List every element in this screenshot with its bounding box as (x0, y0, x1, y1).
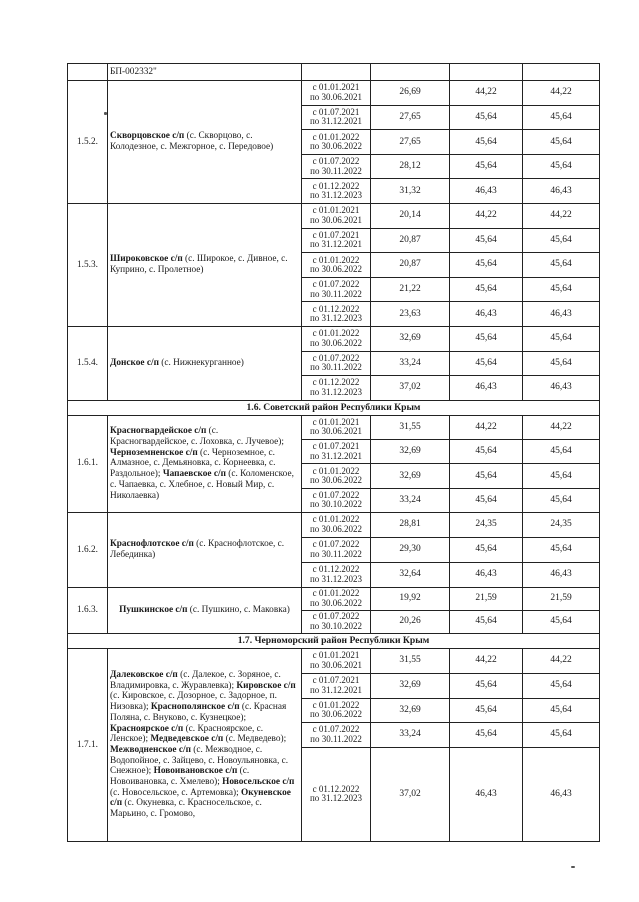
settlement-name: Широковское с/п (110, 254, 183, 265)
value-cell: 27,65 (371, 130, 450, 155)
period-to: по 31.12.2023 (309, 386, 363, 397)
value-cell: 28,81 (371, 512, 450, 537)
value-cell: 45,64 (450, 105, 523, 130)
period-from: с 01.01.2022 (312, 465, 360, 476)
period-from: с 01.12.2022 (312, 377, 360, 388)
value-cell: 32,69 (371, 698, 450, 722)
period-cell (302, 179, 371, 204)
value-cell: 24,35 (523, 512, 600, 537)
item-number: 1.6.2. (68, 512, 108, 587)
settlement-description (108, 415, 302, 512)
settlement-name: Пушкинское с/п (119, 605, 188, 616)
settlement-name: Скворцовское с/п (110, 131, 185, 142)
value-cell: 21,59 (523, 587, 600, 610)
value-cell: 46,43 (450, 562, 523, 587)
period-cell (302, 203, 371, 228)
period-from: с 01.12.2022 (312, 564, 360, 575)
value-cell: 31,32 (371, 179, 450, 204)
period-to: по 30.10.2022 (309, 620, 363, 631)
period-to: по 30.11.2022 (310, 548, 362, 559)
value-cell (371, 64, 450, 81)
settlement-name: Новосельское с/п (222, 776, 295, 787)
value-cell: 45,64 (450, 673, 523, 698)
value-cell: 29,30 (371, 537, 450, 562)
period-to: по 31.12.2023 (309, 793, 363, 804)
settlement-description (108, 587, 302, 633)
section-row (68, 633, 600, 648)
table-row (68, 64, 600, 81)
period-to: по 31.12.2023 (309, 573, 363, 584)
value-cell: 45,64 (450, 277, 523, 302)
period-cell (302, 747, 371, 841)
value-cell: 45,64 (450, 253, 523, 278)
value-cell: 45,64 (523, 154, 600, 179)
settlement-villages: (с. Черноземное, с. Алмазное, с. Демьяновка, с. Корнеевка, с. Раздольное); (110, 447, 276, 480)
settlement-villages: (с. Коломенское, с. Чапаевка, с. Хлебное, с. Новый Мир, с. Николаевка) (110, 469, 294, 501)
period-cell (302, 722, 371, 747)
period-cell (302, 464, 371, 488)
settlement-villages: (с. Далекое, с. Зоряное, с. Владимировка, с. Журавлевка); (110, 670, 281, 691)
period-to: по 30.06.2021 (309, 214, 363, 225)
settlement-villages: (с. Красноярское, с. Ленское); (110, 723, 264, 745)
period-from: с 01.07.2022 (312, 489, 360, 500)
value-cell: 45,64 (523, 105, 600, 130)
value-cell: 44,22 (523, 648, 600, 673)
period-from: с 01.01.2021 (312, 416, 360, 427)
period-cell (302, 302, 371, 327)
value-cell: 23,63 (371, 302, 450, 327)
value-cell: 44,22 (523, 81, 600, 106)
period-cell (302, 376, 371, 401)
settlement-villages: (с. Широкое, с. Дивное, с. Куприно, с. Пролетное) (110, 254, 288, 275)
value-cell: 45,64 (523, 698, 600, 722)
period-to: по 30.06.2022 (309, 523, 363, 534)
value-cell: 44,22 (450, 648, 523, 673)
value-cell: 45,64 (523, 610, 600, 633)
period-cell (302, 587, 371, 610)
period-cell (302, 277, 371, 302)
period-to: по 30.06.2021 (309, 91, 363, 102)
section-title: 1.6. Советский район Республики Крым (68, 400, 600, 415)
item-number: 1.5.2. (68, 81, 108, 204)
period-from: с 01.01.2022 (312, 588, 360, 599)
value-cell: 20,14 (371, 203, 450, 228)
value-cell: 33,24 (371, 722, 450, 747)
value-cell: 45,64 (523, 488, 600, 512)
value-cell: 45,64 (450, 488, 523, 512)
period-from: с 01.12.2022 (312, 303, 360, 314)
period-from: с 01.12.2022 (312, 783, 360, 794)
value-cell: 20,87 (371, 228, 450, 253)
value-cell: 44,22 (450, 203, 523, 228)
period-cell (302, 130, 371, 155)
value-cell: 46,43 (523, 562, 600, 587)
period-to: по 30.10.2022 (309, 499, 363, 510)
value-cell: 45,64 (450, 228, 523, 253)
value-cell: 37,02 (371, 376, 450, 401)
period-from: с 01.01.2022 (312, 131, 360, 142)
period-to: по 31.12.2023 (309, 190, 363, 201)
settlement-name: Краснополянское с/п (150, 702, 240, 713)
settlement-description (108, 512, 302, 587)
value-cell: 45,64 (450, 130, 523, 155)
value-cell: 45,64 (523, 326, 600, 351)
value-cell: 31,55 (371, 648, 450, 673)
scan-speck (571, 866, 575, 868)
period-to: по 30.06.2021 (309, 426, 363, 437)
value-cell: 19,92 (371, 587, 450, 610)
value-cell: 45,64 (450, 610, 523, 633)
period-from: с 01.07.2022 (312, 724, 360, 735)
settlement-villages: (с. Кировское, с. Дозорное, с. Задорное, п. Низовка); (110, 691, 277, 713)
period-to: по 30.06.2022 (309, 474, 363, 485)
settlement-villages: (с. Новоивановка, с. Хмелево); (110, 766, 250, 787)
value-cell: 32,69 (371, 440, 450, 464)
value-cell: 45,64 (450, 722, 523, 747)
table-row (68, 326, 600, 351)
value-cell: 46,43 (523, 376, 600, 401)
value-cell: 27,65 (371, 105, 450, 130)
table-row (68, 415, 600, 439)
settlement-villages: (с. Медведево); (223, 734, 287, 745)
settlement-name: Чапаевское с/п (162, 469, 226, 480)
item-number: 1.5.4. (68, 326, 108, 400)
settlement-name: Краснофлотское с/п (110, 539, 194, 550)
value-cell: 37,02 (371, 747, 450, 841)
value-cell: 45,64 (523, 537, 600, 562)
settlement-description (108, 81, 302, 204)
period-cell (302, 610, 371, 633)
value-cell: 44,22 (523, 203, 600, 228)
value-cell: 46,43 (523, 179, 600, 204)
value-cell: 33,24 (371, 351, 450, 376)
value-cell: 46,43 (450, 302, 523, 327)
period-to: по 30.06.2022 (309, 597, 363, 608)
table-row (68, 512, 600, 537)
settlement-description (108, 326, 302, 400)
table-row (68, 203, 600, 228)
period-cell (302, 81, 371, 106)
period-to: по 30.11.2022 (310, 362, 362, 373)
item-number: 1.6.1. (68, 415, 108, 512)
period-cell (302, 351, 371, 376)
period-cell (302, 673, 371, 698)
settlement-villages: (с. Нижнекурганное) (158, 357, 244, 368)
period-from: с 01.01.2022 (312, 254, 360, 265)
settlement-name: Далековское с/п (110, 670, 178, 681)
value-cell: 26,69 (371, 81, 450, 106)
value-cell: 33,24 (371, 488, 450, 512)
period-to: по 30.06.2022 (309, 140, 363, 151)
value-cell: 32,69 (371, 326, 450, 351)
settlement-name: Межводненское с/п (110, 744, 191, 755)
settlement-description (108, 203, 302, 326)
period-from: с 01.07.2022 (312, 611, 360, 622)
tariff-table (67, 63, 600, 842)
value-cell: 20,26 (371, 610, 450, 633)
period-from: с 01.01.2022 (312, 699, 360, 710)
period-to: по 31.12.2021 (309, 116, 363, 127)
settlement-villages: (с. Краснофлотское, с. Лебединка) (110, 539, 285, 560)
settlement-name: Кировское с/п (236, 680, 296, 691)
desc-cell: БП-002332" (108, 64, 302, 81)
period-to: по 30.11.2022 (310, 288, 362, 299)
settlement-name: Окуневское с/п (110, 787, 291, 809)
value-cell: 45,64 (523, 253, 600, 278)
period-from: с 01.07.2021 (312, 106, 360, 117)
settlement-name: Донское с/п (110, 357, 159, 368)
period-from: с 01.07.2022 (312, 352, 360, 363)
value-cell: 45,64 (523, 464, 600, 488)
settlement-villages: (с. Окуневка, с. Красносельское, с. Марьино, с. Громово, (110, 798, 262, 820)
value-cell: 44,22 (523, 415, 600, 439)
period-from: с 01.07.2021 (312, 229, 360, 240)
value-cell: 45,64 (523, 130, 600, 155)
period-from: с 01.01.2022 (312, 514, 360, 525)
period-cell (302, 326, 371, 351)
period-cell (302, 253, 371, 278)
value-cell: 45,64 (523, 673, 600, 698)
value-cell: 45,64 (450, 464, 523, 488)
value-cell: 46,43 (450, 179, 523, 204)
settlement-villages: (с. Красногвардейское, с. Лоховка, с. Лучевое); (110, 426, 284, 448)
value-cell: 45,64 (450, 537, 523, 562)
period-cell (302, 512, 371, 537)
tariff-table-body (68, 64, 600, 842)
table-row (68, 587, 600, 610)
settlement-villages: (с. Пушкино, с. Маковка) (187, 605, 290, 616)
value-cell: 44,22 (450, 81, 523, 106)
period-to: по 30.11.2022 (310, 165, 362, 176)
value-cell: 20,87 (371, 253, 450, 278)
value-cell: 31,55 (371, 415, 450, 439)
value-cell: 46,43 (450, 747, 523, 841)
value-cell: 45,64 (523, 277, 600, 302)
period-cell (302, 648, 371, 673)
value-cell (523, 64, 600, 81)
value-cell: 45,64 (450, 326, 523, 351)
settlement-name: Медведевское с/п (150, 734, 224, 745)
value-cell: 45,64 (523, 228, 600, 253)
value-cell: 45,64 (450, 440, 523, 464)
value-cell: 21,59 (450, 587, 523, 610)
period-to: по 30.06.2022 (309, 263, 363, 274)
table-row (68, 81, 600, 106)
value-cell: 46,43 (450, 376, 523, 401)
period-cell (302, 228, 371, 253)
num-cell (68, 64, 108, 81)
period-cell (302, 562, 371, 587)
period-from: с 01.01.2022 (312, 328, 360, 339)
period-cell (302, 415, 371, 439)
settlement-villages: (с. Новосельское, с. Артемовка); (110, 787, 242, 798)
settlement-name: Черноземненское с/п (110, 447, 198, 458)
period-from: с 01.07.2022 (312, 539, 360, 550)
value-cell: 45,64 (450, 351, 523, 376)
value-cell: 28,12 (371, 154, 450, 179)
value-cell: 45,64 (523, 722, 600, 747)
section-row (68, 400, 600, 415)
period-to: по 30.06.2022 (309, 709, 363, 720)
period-from: с 01.01.2021 (312, 205, 360, 216)
value-cell: 32,69 (371, 673, 450, 698)
settlement-villages: (с. Скворцово, с. Колодезное, с. Межгорное, с. Передовое) (110, 131, 274, 152)
period-from: с 01.07.2022 (312, 279, 360, 290)
settlement-name: Красногвардейское с/п (110, 426, 207, 437)
value-cell: 32,69 (371, 464, 450, 488)
period-to: по 30.06.2021 (309, 659, 363, 670)
period-cell (302, 488, 371, 512)
value-cell: 44,22 (450, 415, 523, 439)
period-cell (302, 105, 371, 130)
period-from: с 01.01.2021 (312, 82, 360, 93)
period-from: с 01.01.2021 (312, 650, 360, 661)
period-cell (302, 154, 371, 179)
period-cell (302, 64, 371, 81)
scan-speck (104, 112, 107, 115)
settlement-villages: (с. Красная Поляна, с. Внуково, с. Кузнецкое); (110, 702, 287, 723)
settlement-description (108, 648, 302, 841)
period-to: по 31.12.2021 (309, 450, 363, 461)
value-cell: 45,64 (523, 351, 600, 376)
period-cell (302, 440, 371, 464)
value-cell: 45,64 (523, 440, 600, 464)
period-to: по 30.06.2022 (309, 337, 363, 348)
value-cell: 21,22 (371, 277, 450, 302)
value-cell: 46,43 (523, 747, 600, 841)
period-to: по 30.11.2022 (310, 733, 362, 744)
period-from: с 01.07.2022 (312, 156, 360, 167)
table-row (68, 648, 600, 673)
section-title: 1.7. Черноморский район Республики Крым (68, 633, 600, 648)
period-cell (302, 537, 371, 562)
period-to: по 31.12.2023 (309, 313, 363, 324)
value-cell: 46,43 (523, 302, 600, 327)
period-from: с 01.12.2022 (312, 180, 360, 191)
period-from: с 01.07.2021 (312, 675, 360, 686)
value-cell: 45,64 (450, 698, 523, 722)
value-cell: 32,64 (371, 562, 450, 587)
value-cell: 45,64 (450, 154, 523, 179)
item-number: 1.7.1. (68, 648, 108, 841)
period-from: с 01.07.2021 (312, 441, 360, 452)
period-cell (302, 698, 371, 722)
item-number: 1.5.3. (68, 203, 108, 326)
period-to: по 31.12.2021 (309, 239, 363, 250)
value-cell (450, 64, 523, 81)
period-to: по 31.12.2021 (309, 684, 363, 695)
settlement-name: Красноярское с/п (110, 723, 184, 734)
settlement-name: Новоивановское с/п (153, 766, 238, 777)
item-number: 1.6.3. (68, 587, 108, 633)
value-cell: 24,35 (450, 512, 523, 537)
settlement-villages: (с. Межводное, с. Водопойное, с. Зайцево, с. Новоульяновка, с. Снежное); (110, 744, 289, 777)
